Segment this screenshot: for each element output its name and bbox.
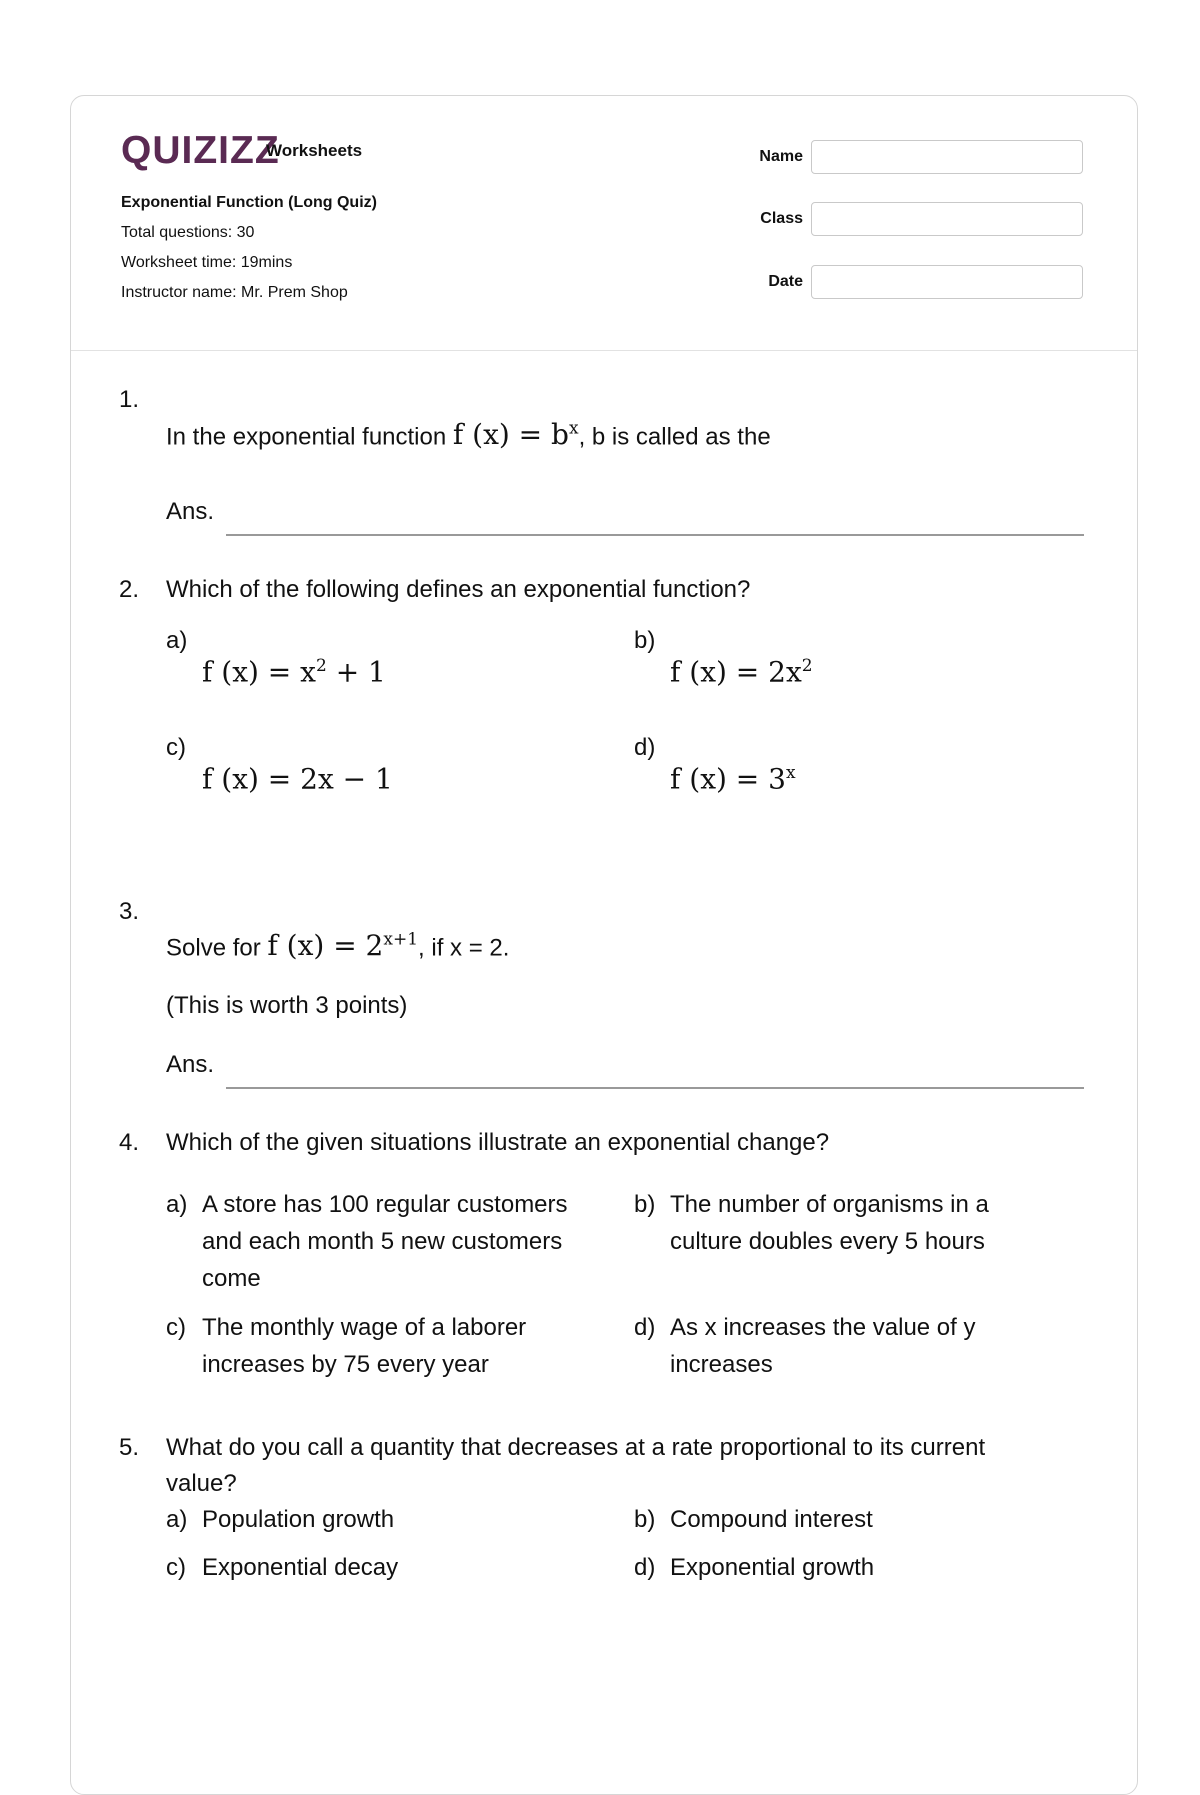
question-1-text-after: , b is called as the [578, 423, 771, 451]
worksheet-page [70, 95, 1138, 1795]
question-3-ans-label: Ans. [166, 1051, 215, 1078]
option-letter: b) [634, 1506, 656, 1533]
option-line: come [202, 1265, 261, 1292]
question-2-text: Which of the following defines an exponential function? [166, 576, 751, 603]
option-letter: d) [634, 1554, 656, 1581]
question-2-option-d[interactable] [634, 729, 1054, 809]
question-3-answer-line[interactable] [226, 1087, 1084, 1089]
question-line: value? [166, 1470, 237, 1497]
option-text: Exponential growth [670, 1554, 875, 1581]
question-2-option-b[interactable] [634, 622, 1054, 702]
option-text: Population growth [202, 1506, 395, 1533]
option-formula [202, 755, 393, 797]
formula-base: f (x) = x [202, 655, 316, 689]
question-4-option-c[interactable] [166, 1309, 606, 1383]
question-1-formula [453, 418, 579, 451]
question-3-formula [267, 929, 418, 962]
question-1-text-before: In the exponential function [166, 423, 453, 451]
formula-exponent: 2 [315, 656, 327, 676]
question-4-option-d[interactable] [634, 1309, 1074, 1383]
question-3-number: 3. [119, 898, 140, 925]
question-4-option-a[interactable] [166, 1186, 606, 1297]
class-field[interactable] [811, 202, 1083, 236]
option-text: Exponential decay [202, 1554, 399, 1581]
name-field[interactable] [811, 140, 1083, 174]
formula-base: f (x) = 2x [670, 655, 802, 689]
formula-base: f (x) = 2x − 1 [202, 762, 393, 796]
option-line: increases [670, 1351, 773, 1378]
option-line: As x increases the value of y [670, 1314, 976, 1341]
question-4-number: 4. [119, 1129, 140, 1156]
question-5-option-a[interactable] [166, 1501, 606, 1538]
option-letter: a) [166, 1506, 188, 1533]
question-5-option-d[interactable] [634, 1549, 1074, 1586]
option-letter: a) [166, 627, 188, 654]
option-line: The number of organisms in a [670, 1191, 989, 1218]
question-1-text [166, 411, 1096, 455]
formula-base: f (x) = b [452, 418, 569, 452]
question-line: What do you call a quantity that decreases at a rate proportional to its current [166, 1434, 986, 1461]
worksheet-time: Worksheet time: 19mins [121, 254, 293, 271]
option-formula [670, 755, 796, 797]
option-line: culture doubles every 5 hours [670, 1228, 985, 1255]
option-letter: b) [634, 1191, 656, 1218]
option-line: and each month 5 new customers [202, 1228, 563, 1255]
option-line: increases by 75 every year [202, 1351, 489, 1378]
question-5-text [166, 1430, 1096, 1502]
question-1-ans-label: Ans. [166, 498, 215, 525]
formula-exponent: x+1 [383, 930, 419, 950]
question-4-option-b[interactable] [634, 1186, 1074, 1260]
option-text [670, 1309, 975, 1383]
option-text: Compound interest [670, 1506, 873, 1533]
quizizz-logo: QUIZIZZ [121, 129, 280, 172]
total-questions: Total questions: 30 [121, 224, 255, 241]
option-text [202, 1186, 568, 1297]
option-letter: c) [166, 1554, 186, 1581]
formula-exponent: x [568, 419, 579, 439]
option-line: The monthly wage of a laborer [202, 1314, 527, 1341]
question-1-answer-line[interactable] [226, 534, 1084, 536]
formula-tail: + 1 [326, 655, 386, 689]
logo-subtitle: Worksheets [266, 141, 363, 160]
option-letter: d) [634, 1314, 656, 1341]
question-5-option-c[interactable] [166, 1549, 606, 1586]
question-2-number: 2. [119, 576, 140, 603]
option-letter: c) [166, 734, 186, 761]
question-5-option-b[interactable] [634, 1501, 1074, 1538]
question-3-text [166, 922, 1096, 966]
formula-exponent: 2 [801, 656, 813, 676]
option-letter: b) [634, 627, 656, 654]
option-formula [670, 648, 813, 690]
question-2-option-a[interactable] [166, 622, 586, 702]
option-line: A store has 100 regular customers [202, 1191, 568, 1218]
formula-base: f (x) = 2 [267, 929, 384, 963]
class-label: Class [760, 210, 803, 227]
question-3-note: (This is worth 3 points) [166, 992, 408, 1019]
date-field[interactable] [811, 265, 1083, 299]
option-letter: c) [166, 1314, 186, 1341]
question-2-option-c[interactable] [166, 729, 586, 809]
question-3-text-before: Solve for [166, 934, 268, 962]
name-label: Name [759, 148, 803, 165]
option-formula [202, 648, 386, 690]
option-letter: d) [634, 734, 656, 761]
worksheet-title: Exponential Function (Long Quiz) [121, 194, 377, 211]
instructor-name: Instructor name: Mr. Prem Shop [121, 284, 348, 301]
date-label: Date [768, 273, 803, 290]
formula-base: f (x) = 3 [670, 762, 786, 796]
option-text [670, 1186, 989, 1260]
question-1-number: 1. [119, 386, 140, 413]
question-5-number: 5. [119, 1434, 140, 1461]
question-4-text: Which of the given situations illustrate an exponential change? [166, 1129, 830, 1156]
worksheet-header [71, 96, 1137, 351]
option-text [202, 1309, 526, 1383]
question-3-text-after: , if x = 2. [418, 934, 510, 962]
formula-exponent: x [785, 763, 796, 783]
option-letter: a) [166, 1191, 188, 1218]
